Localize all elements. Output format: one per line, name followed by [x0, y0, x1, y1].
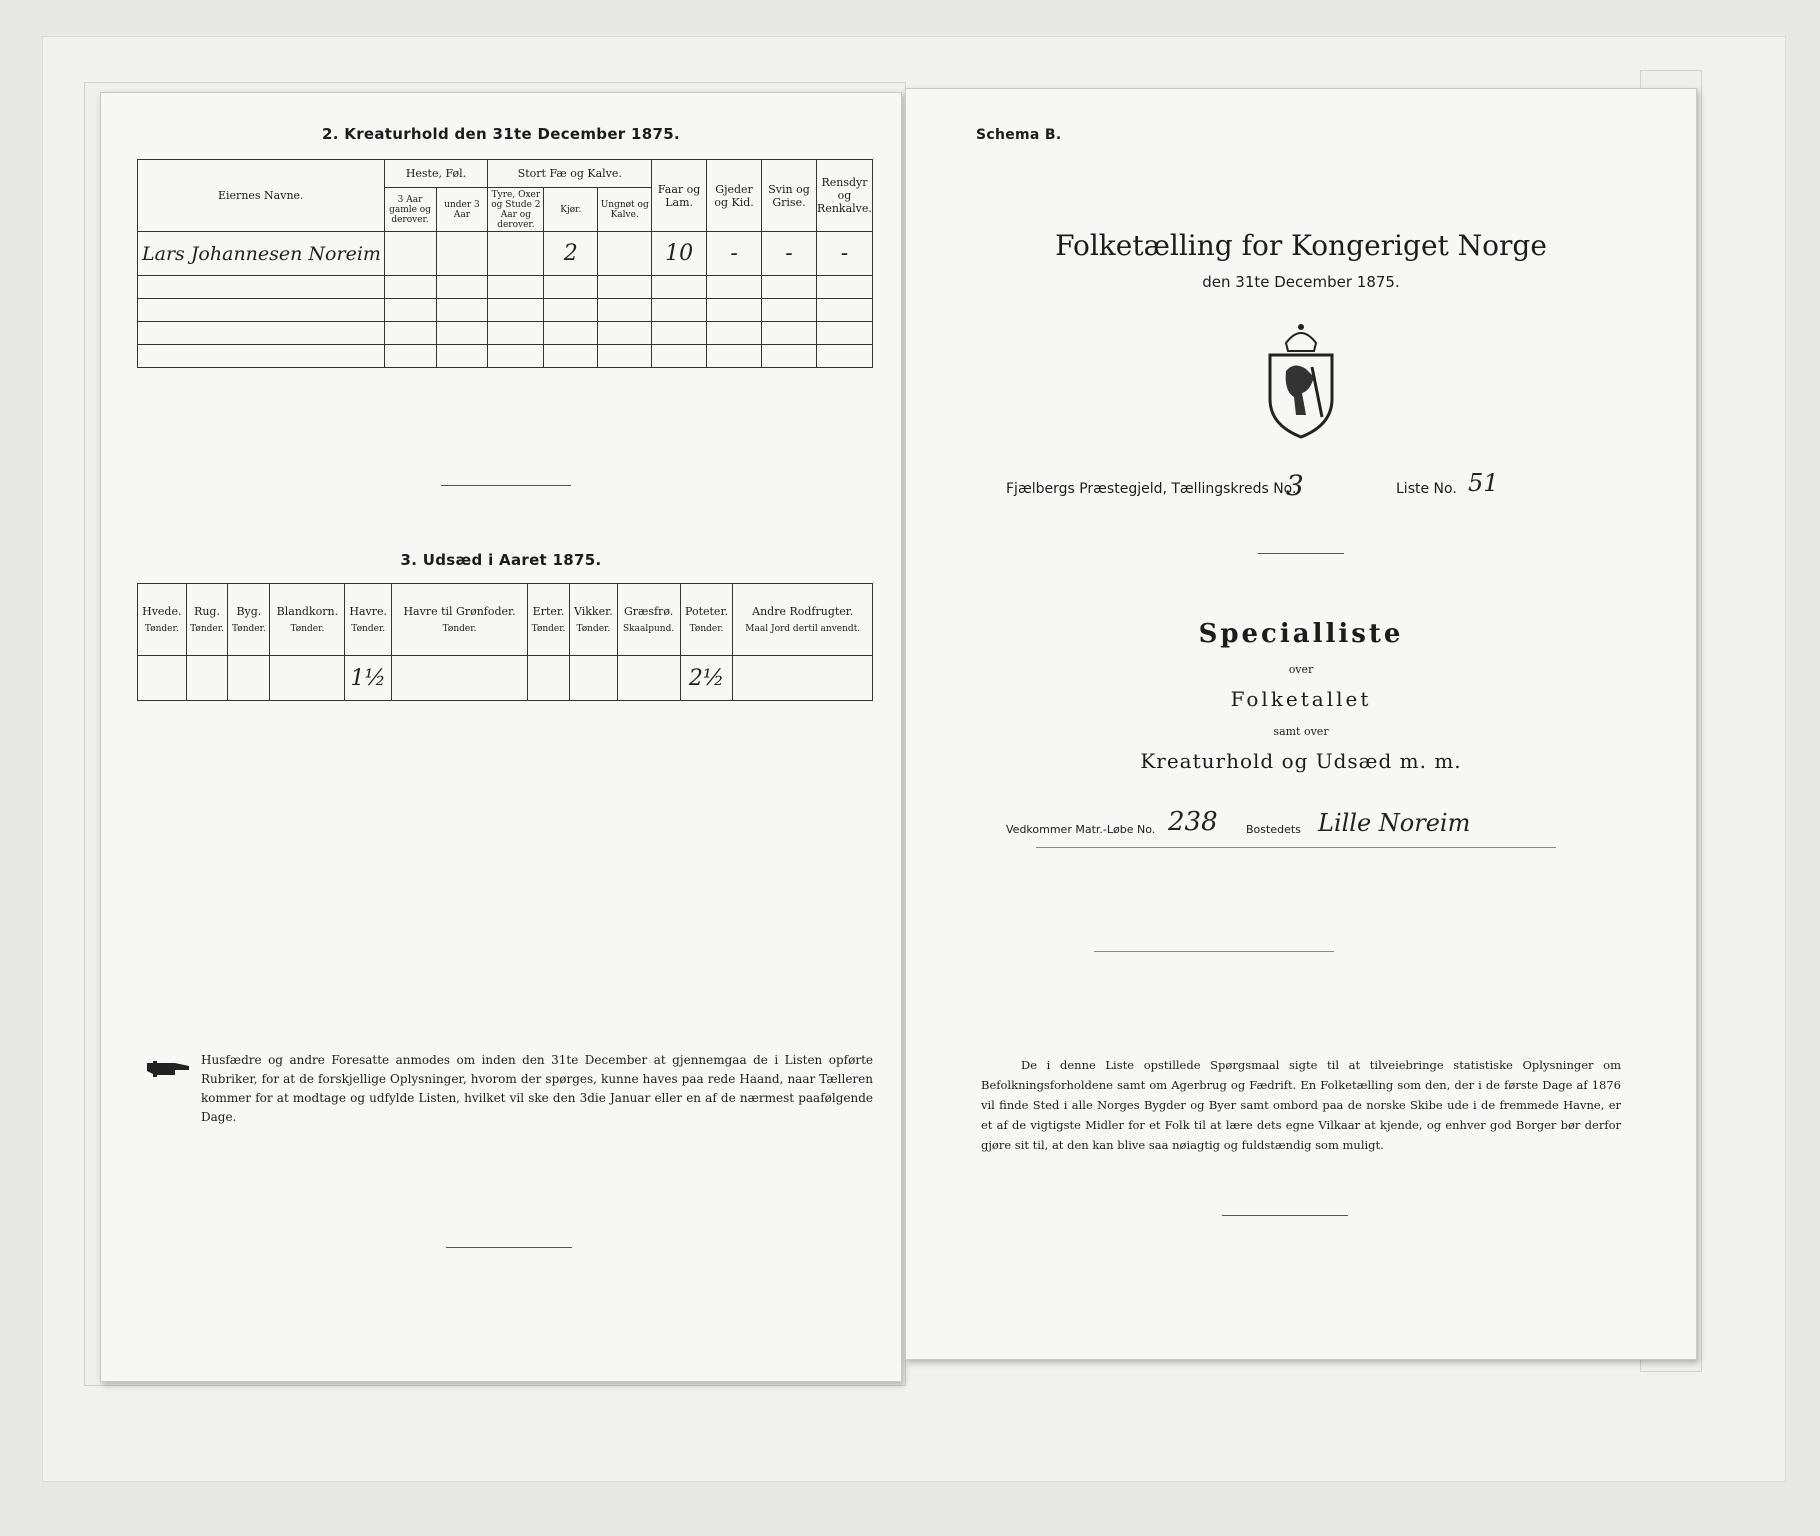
faar-header: Faar og Lam.	[652, 160, 707, 232]
udsaed-col-header	[270, 584, 345, 656]
table-cell	[488, 232, 544, 276]
udsaed-col-name: Byg.	[236, 605, 262, 618]
udsaed-col-header	[391, 584, 527, 656]
udsaed-col-header	[733, 584, 873, 656]
udsaed-value-cell	[617, 656, 680, 701]
kjoer-header: Kjør.	[544, 188, 598, 232]
udsaed-col-name: Havre.	[349, 605, 387, 618]
udsaed-value-cell: 1½	[345, 656, 392, 701]
divider	[1094, 951, 1334, 952]
svin-header: Svin og Grise.	[762, 160, 817, 232]
table-row	[138, 322, 873, 345]
ungnot-header: Ungnøt og Kalve.	[598, 188, 652, 232]
udsaed-value-cell	[733, 656, 873, 701]
tyre-header: Tyre, Oxer og Stude 2 Aar og derover.	[488, 188, 544, 232]
schema-label: Schema B.	[976, 127, 1062, 143]
udsaed-col-header	[680, 584, 733, 656]
udsaed-col-unit: Skaalpund.	[623, 624, 675, 634]
matr-number: 238	[1168, 807, 1218, 837]
udsaed-header-row	[138, 584, 873, 656]
udsaed-col-unit: Tønder.	[576, 624, 611, 634]
bosted-label: Bostedets	[1246, 823, 1301, 836]
census-title: Folketælling for Kongeriget Norge	[1055, 229, 1547, 262]
udsaed-value-cell	[391, 656, 527, 701]
table-cell	[384, 232, 436, 276]
samt-over-label: samt over	[1273, 725, 1329, 738]
over-label: over	[1288, 663, 1314, 676]
census-date: den 31te December 1875.	[1202, 273, 1400, 291]
udsaed-col-unit: Tønder.	[231, 624, 266, 634]
udsaed-col-name: Havre til Grønfoder.	[403, 605, 516, 618]
heste-3aar-header: 3 Aar gamle og derover.	[384, 188, 436, 232]
udsaed-col-header	[345, 584, 392, 656]
udsaed-col-unit: Tønder.	[351, 624, 386, 634]
rensdyr-header: Rensdyr og Renkalve.	[816, 160, 872, 232]
rensdyr-value: -	[816, 232, 872, 276]
udsaed-col-name: Andre Rodfrugter.	[752, 605, 854, 618]
udsaed-value-cell	[138, 656, 187, 701]
heste-under-header: under 3 Aar	[436, 188, 488, 232]
table-cell	[598, 232, 652, 276]
udsaed-value-cell	[569, 656, 617, 701]
left-page	[100, 92, 902, 1382]
udsaed-col-header	[228, 584, 270, 656]
udsaed-col-unit: Maal Jord dertil anvendt.	[745, 624, 861, 634]
heste-group-header: Heste, Føl.	[384, 160, 488, 188]
udsaed-col-name: Blandkorn.	[276, 605, 339, 618]
pointing-hand-icon	[145, 1057, 193, 1083]
footer-statement: De i denne Liste opstillede Spørgsmaal sigte til at tilveiebringe statistiske Oplysninger om Befolkningsforholdene samt om Agerbrug og Fædrift. En Folketælling som den, der i de første Dage af 1876 vil finde Sted i alle Norges Bygder og Byer samt ombord paa de norske Skibe ude i de fremmede Havne, er et af de vigtigste Midler for et Folk til at lære dets egne Vilkaar at kjende, og enhver god Borger bør derfor gjøre sit til, at den kan blive saa nøiagtig og fuldstændig som muligt.	[981, 1058, 1621, 1152]
udsaed-value-cell: 2½	[680, 656, 733, 701]
udsaed-col-header	[569, 584, 617, 656]
udsaed-table	[137, 583, 873, 701]
udsaed-value-cell	[228, 656, 270, 701]
svin-value: -	[762, 232, 817, 276]
specialliste-heading: Specialliste	[1198, 619, 1404, 649]
udsaed-section-title: 3. Udsæd i Aaret 1875.	[400, 551, 602, 569]
divider	[441, 485, 571, 486]
prestegjeld-label: Fjælbergs Præstegjeld, Tællingskreds No.	[1006, 481, 1297, 497]
udsaed-col-unit: Tønder.	[144, 624, 179, 634]
udsaed-col-name: Græsfrø.	[623, 605, 674, 618]
udsaed-col-name: Vikker.	[574, 605, 613, 618]
matr-label: Vedkommer Matr.-Løbe No.	[1006, 823, 1156, 836]
stort-group-header: Stort Fæ og Kalve.	[488, 160, 652, 188]
instructions-notice: Husfædre og andre Foresatte anmodes om inden den 31te December at gjennemgaa de i Listen opførte Rubriker, for at de forskjellige Oplysninger, hvorom der spørges, kunne haves paa rede Haand, naar Tælleren kommer for at modtage og udfylde Listen, hvilket vil ske den 3die Januar eller en af de nærmest paafølgende Dage.	[201, 1053, 873, 1124]
udsaed-col-header	[186, 584, 228, 656]
udsaed-col-name: Rug.	[194, 605, 220, 618]
owner-header: Eiernes Navne.	[138, 160, 385, 232]
udsaed-value-cell	[270, 656, 345, 701]
udsaed-col-header	[617, 584, 680, 656]
liste-number: 51	[1468, 469, 1499, 497]
kjoer-value: 2	[544, 232, 598, 276]
udsaed-col-unit: Tønder.	[689, 624, 724, 634]
udsaed-col-unit: Tønder.	[442, 624, 477, 634]
table-row	[138, 299, 873, 322]
udsaed-col-unit: Tønder.	[531, 624, 566, 634]
kreatur-table	[137, 159, 873, 368]
udsaed-col-name: Erter.	[532, 605, 565, 618]
liste-label: Liste No.	[1396, 481, 1457, 497]
owner-name-cell: Lars Johannesen Noreim	[138, 232, 385, 276]
gjeder-header: Gjeder og Kid.	[707, 160, 762, 232]
divider	[1222, 1215, 1348, 1216]
faar-value: 10	[652, 232, 707, 276]
table-cell	[436, 232, 488, 276]
udsaed-col-name: Hvede.	[142, 605, 182, 618]
udsaed-value-row	[138, 656, 873, 701]
divider	[1258, 553, 1344, 554]
udsaed-col-header	[528, 584, 570, 656]
kreatur-section-title: 2. Kreaturhold den 31te December 1875.	[322, 125, 680, 143]
coat-of-arms-emblem	[1256, 321, 1346, 445]
gjeder-value: -	[707, 232, 762, 276]
right-page	[905, 88, 1697, 1360]
kreatur-udsaed-heading: Kreaturhold og Udsæd m. m.	[1140, 749, 1462, 773]
udsaed-col-header	[138, 584, 187, 656]
udsaed-value-cell	[186, 656, 228, 701]
udsaed-col-unit: Tønder.	[290, 624, 325, 634]
folketallet-heading: Folketallet	[1230, 687, 1372, 711]
udsaed-col-name: Poteter.	[685, 605, 728, 618]
kreds-number: 3	[1286, 469, 1304, 502]
udsaed-col-unit: Tønder.	[190, 624, 224, 634]
divider	[1036, 847, 1556, 848]
table-row	[138, 345, 873, 368]
bosted-value: Lille Noreim	[1318, 809, 1471, 837]
divider	[446, 1247, 572, 1248]
udsaed-value-cell	[528, 656, 570, 701]
table-row	[138, 276, 873, 299]
